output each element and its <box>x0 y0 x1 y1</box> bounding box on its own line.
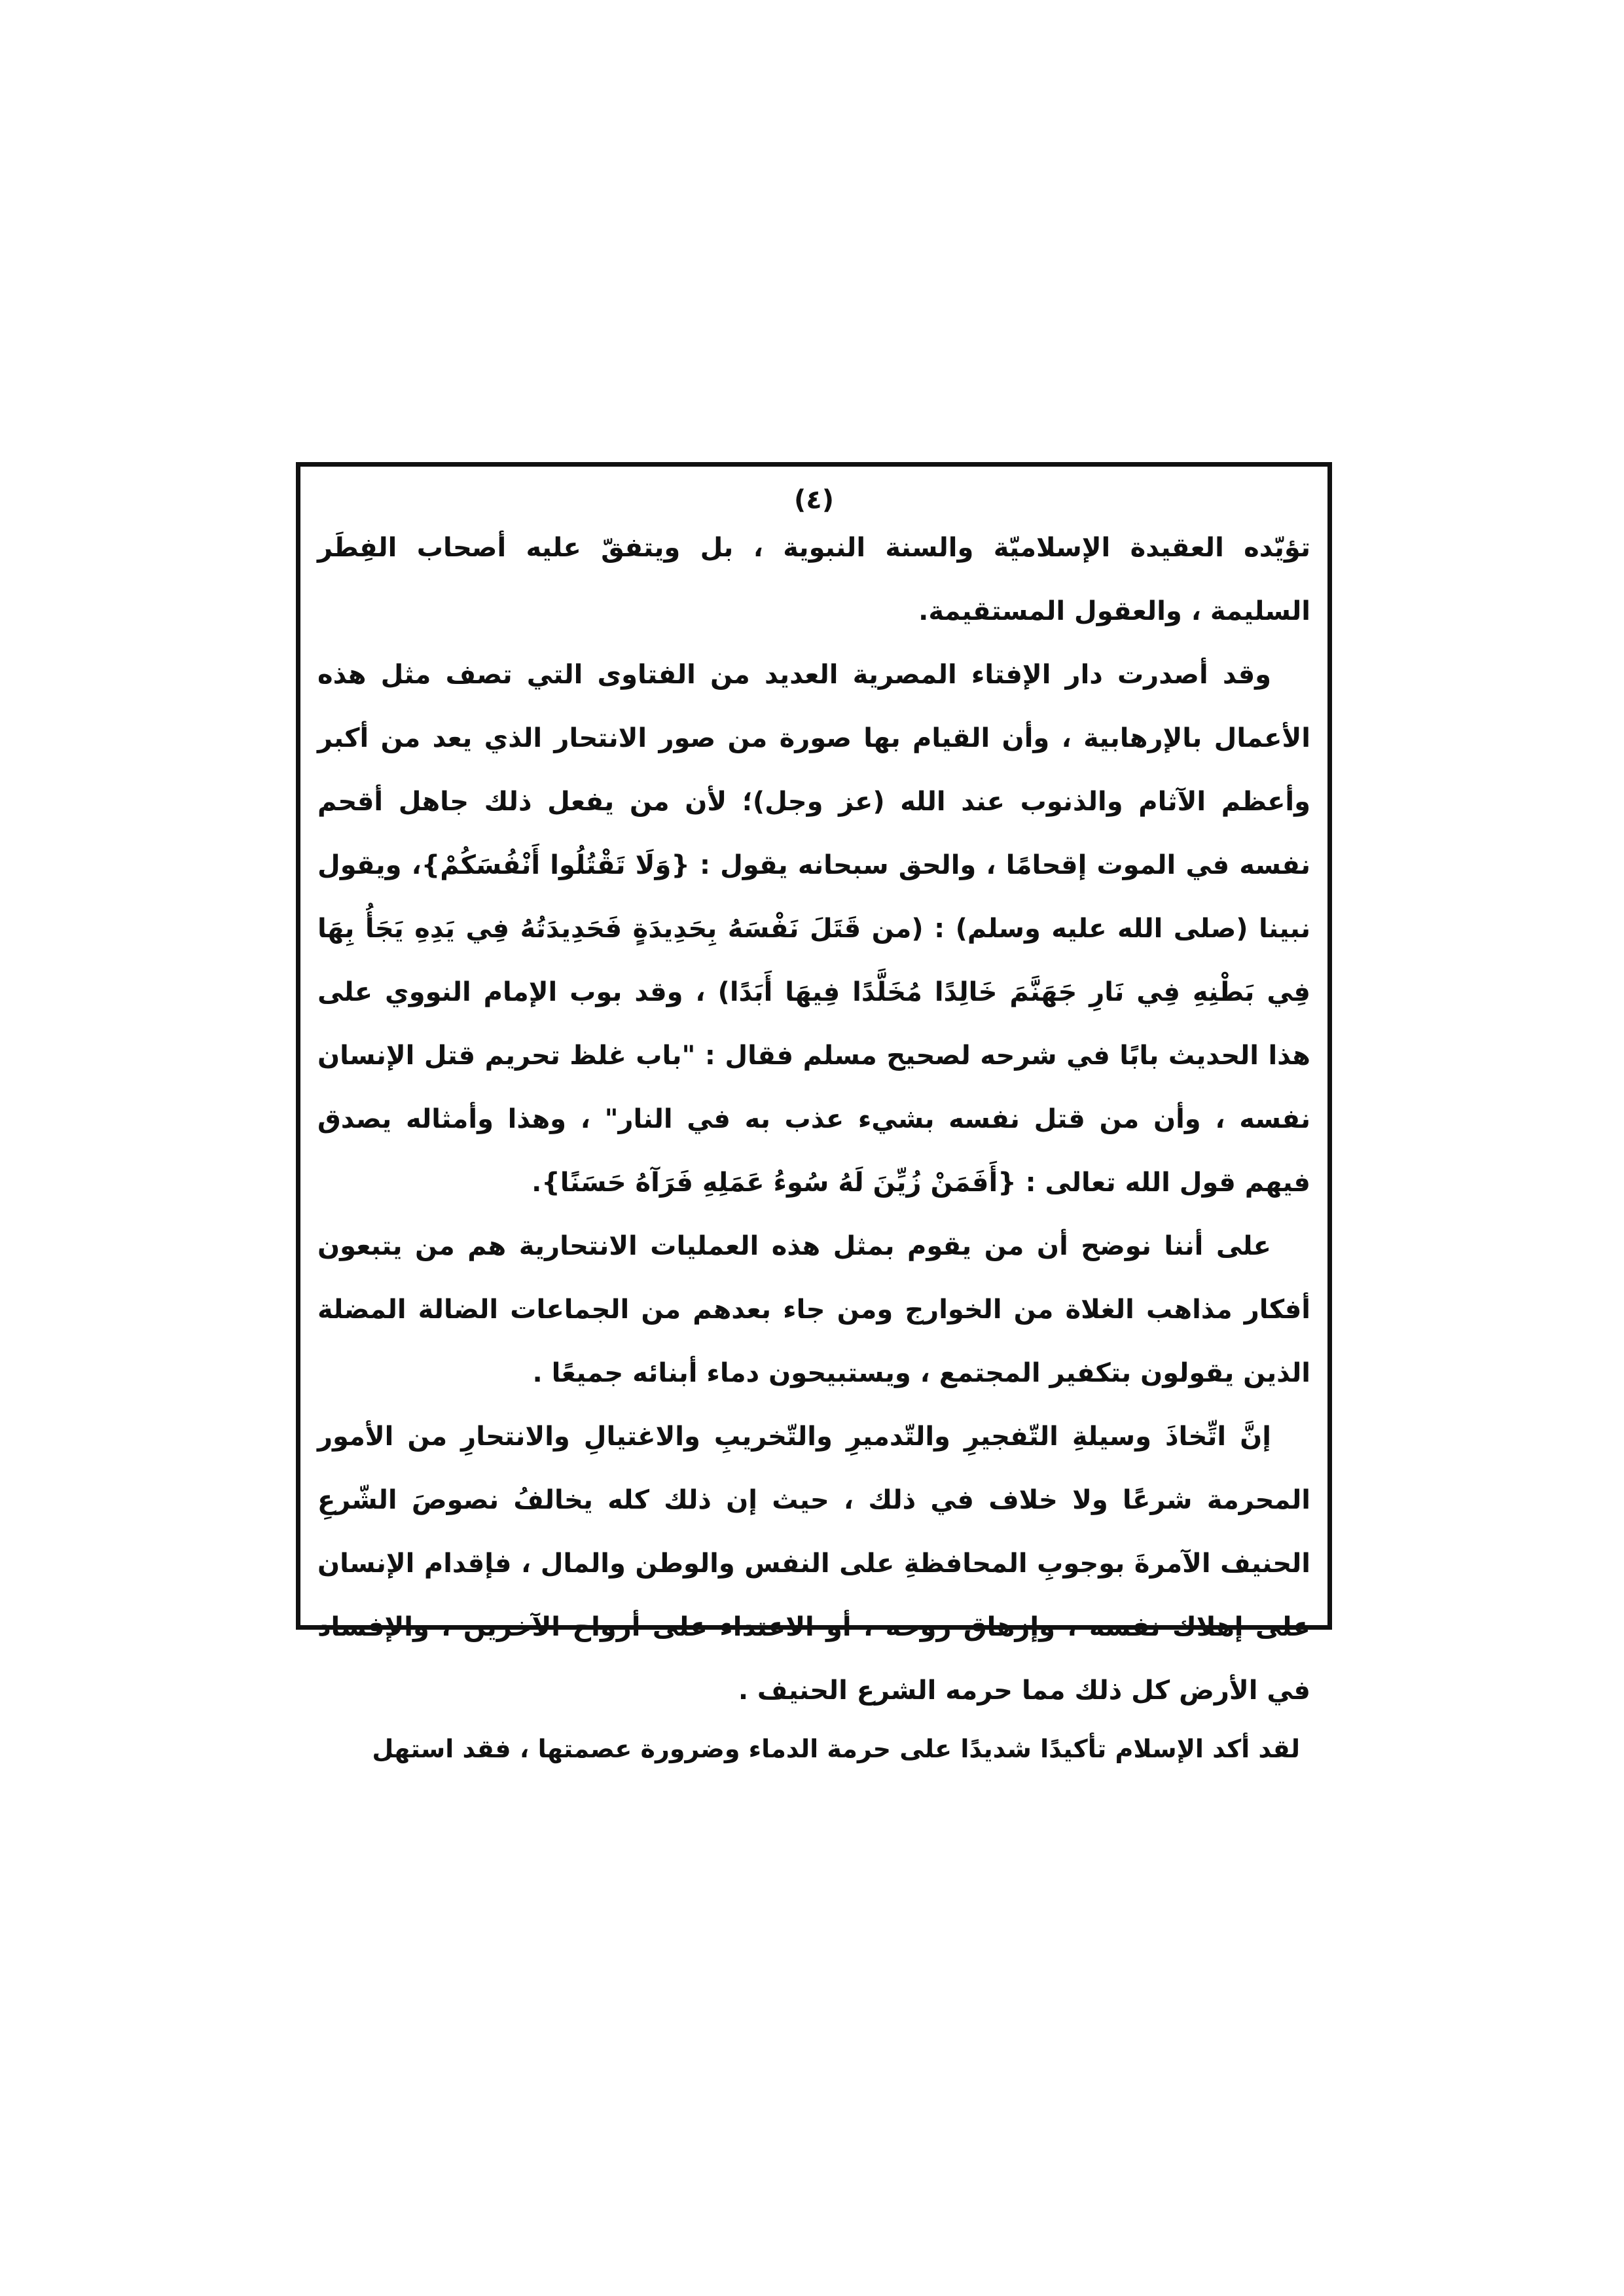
paragraph-4: إنَّ اتِّخاذَ وسيلةِ التّفجيرِ والتّدميرِ والتّخريبِ والاغتيالِ والانتحارِ من الأمور المحرمة شرعًا ولا خلاف في ذلك ، حيث إن ذلك كله يخالفُ نصوصَ الشّرعِ الحنيف الآمرةَ بوجوبِ المحافظةِ على النفس والوطن والمال ، فإقدام الإنسان على إهلاك نفسه ، وإزهاق روحه ، أو الاعتداء على أرواح الآخرين ، والإفساد في الأرض كل ذلك مما حرمه الشرع الحنيف . <box>317 1422 1310 1706</box>
page-frame <box>296 462 1332 1763</box>
paragraph-5: لقد أكد الإسلام تأكيدًا شديدًا على حرمة الدماء وضرورة عصمتها ، فقد استهل <box>372 1734 1300 1763</box>
page-number: (٤) <box>794 485 834 515</box>
paragraph-2: وقد أصدرت دار الإفتاء المصرية العديد من الفتاوى التي تصف مثل هذه الأعمال بالإرهابية ، وأن القيام بها صورة من صور الانتحار الذي يعد من أكبر وأعظم الآثام والذنوب عند الله (عز وجل)؛ لأن من يفعل ذلك جاهل أقحم نفسه في الموت إقحامًا ، والحق سبحانه يقول : {وَلَا تَقْتُلُوا أَنْفُسَكُمْ}، ويقول نبينا (صلى الله عليه وسلم) : (من قَتَلَ نَفْسَهُ بِحَدِيدَةٍ فَحَدِيدَتُهُ فِي يَدِهِ يَجَأُ بِهَا فِي بَطْنِهِ فِي نَارِ جَهَنَّمَ خَالِدًا مُخَلَّدًا فِيهَا أَبَدًا) ، وقد بوب الإمام النووي على هذا الحديث بابًا في شرحه لصحيح مسلم فقال : "باب غلظ تحريم قتل الإنسان نفسه ، وأن من قتل نفسه بشيء عذب به في النار" ، وهذا وأمثاله يصدق فيهم قول الله تعالى : {أَفَمَنْ زُيِّنَ لَهُ سُوءُ عَمَلِهِ فَرَآهُ حَسَنًا}. <box>317 660 1310 1198</box>
paragraph-1: تؤيّده العقيدة الإسلاميّة والسنة النبوية ، بل ويتفقّ عليه أصحاب الفِطَر السليمة ، والعقول المستقيمة. <box>317 533 1310 626</box>
paragraph-3: على أننا نوضح أن من يقوم بمثل هذه العمليات الانتحارية هم من يتبعون أفكار مذاهب الغلاة من الخوارج ومن جاء بعدهم من الجماعات الضالة المضلة الذين يقولون بتكفير المجتمع ، ويستبيحون دماء أبنائه جميعًا . <box>317 1231 1310 1388</box>
